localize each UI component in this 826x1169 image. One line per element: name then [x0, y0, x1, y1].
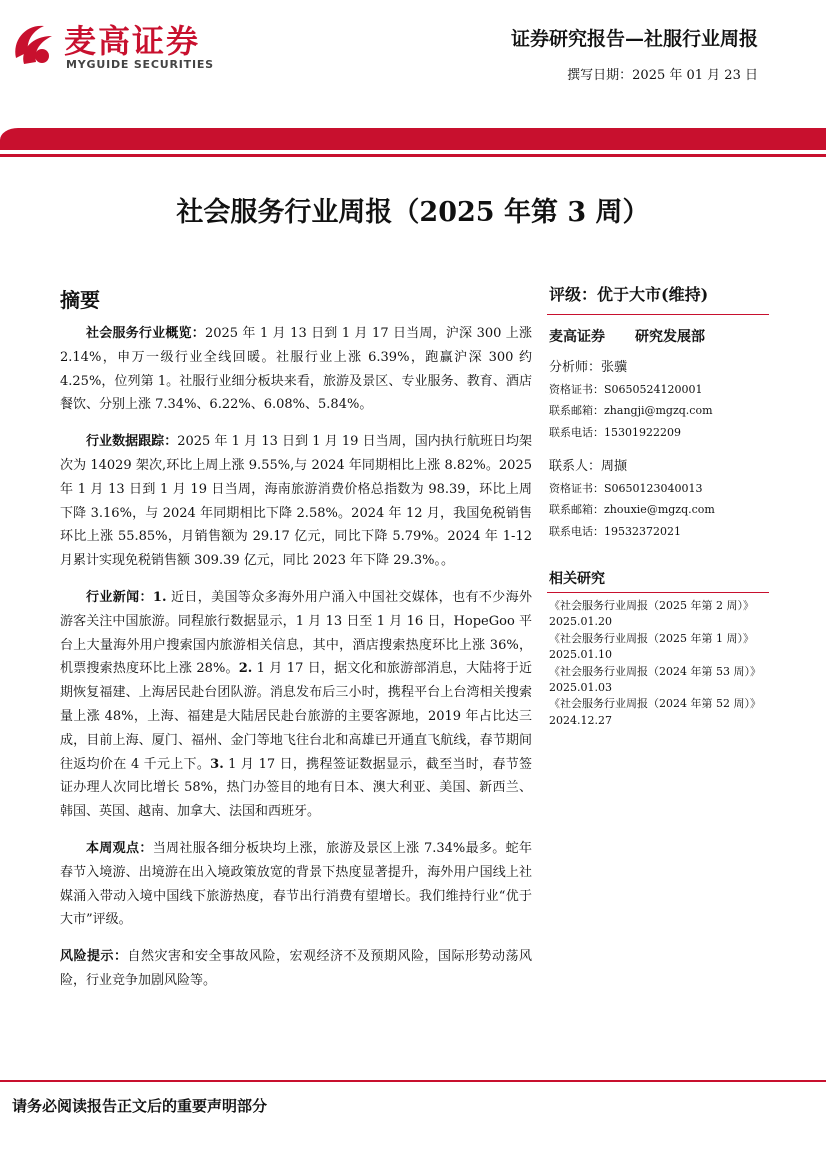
department [549, 326, 705, 346]
overview-paragraph [60, 322, 532, 417]
view-label: 本周观点： [86, 840, 153, 856]
news-paragraph [60, 586, 532, 824]
related-title[interactable]: 《社会服务行业周报（2024 年第 53 周）》 [549, 664, 761, 678]
analyst-email: 联系邮箱：zhangji@mgzq.com [549, 404, 713, 418]
dept-name: 研究发展部 [635, 329, 705, 345]
header-divider [0, 154, 826, 157]
related-title[interactable]: 《社会服务行业周报（2025 年第 1 周）》 [549, 631, 754, 645]
related-date: 2025.01.03 [549, 681, 612, 695]
related-date: 2024.12.27 [549, 713, 612, 727]
report-date: 撰写日期：2025 年 01 月 23 日 [567, 68, 758, 83]
liaison-contact [549, 456, 715, 542]
related-research-list [549, 598, 761, 729]
related-date: 2025.01.20 [549, 615, 612, 629]
page-title: 社会服务行业周报（2025 年第 3 周） [176, 197, 650, 228]
news-number-2: 2. [238, 661, 253, 677]
view-text: 当周社服各细分板块均上涨，旅游及景区上涨 7.34%最多。蛇年春节入境游、出境游在出入境政策放宽的背景下热度显著提升，海外用户国线上社媒涌入带动入境中国线下旅游热度，春节出行消费有望增长。我们维持行业“优于大市”评级。 [60, 840, 532, 928]
liaison-email: 联系邮箱：zhouxie@mgzq.com [549, 503, 715, 517]
liaison-cert: 资格证书：S0650123040013 [549, 481, 703, 495]
risk-paragraph [60, 945, 532, 993]
company-logo-icon [8, 18, 60, 70]
related-research-heading: 相关研究 [549, 571, 605, 587]
analyst-phone: 联系电话：15301922209 [549, 425, 681, 439]
dept-company: 麦高证券 [549, 329, 605, 345]
data-text: 2025 年 1 月 13 日到 1 月 19 日当周，国内执行航班日均架次为 14029 架次,环比上周上涨 9.55%,与 2024 年同期相比上涨 8.82%。2025 年 1 月 13 日到 1 月 19 日当周，海南旅游消费价格总指数为 98.39，环比上周下降 3.16%，与 2024 年同期相比下降 2.58%。2024 年 12 月，我国免税销售环比上涨 55.85%，月销售额为 29.17 亿元，同比下降 5.79%。2024 年 1-12 月累计实现免税销售额 309.39 亿元，同比 2023 年下降 29.3%。。 [60, 434, 532, 569]
overview-text: 2025 年 1 月 13 日到 1 月 17 日当周，沪深 300 上涨 2.14%，申万一级行业全线回暖。社服行业上涨 6.39%，跑赢沪深 300 约 4.25%，位列第 1。社服行业细分板块来看，旅游及景区、专业服务、教育、酒店餐饮、分别上涨 7.34%、6.22%、6.08%、5.84%。 [60, 326, 532, 413]
summary-body [60, 322, 532, 1006]
liaison-phone: 联系电话：19532372021 [549, 524, 681, 538]
related-date: 2025.01.10 [549, 648, 612, 662]
data-paragraph [60, 430, 532, 573]
overview-label: 社会服务行业概览： [86, 326, 205, 341]
related-title[interactable]: 《社会服务行业周报（2025 年第 2 周）》 [549, 599, 754, 612]
news-text-2: 1 月 17 日，据文化和旅游部消息，大陆将于近期恢复福建、上海居民赴台团队游。消息发布后三小时，携程平台上台湾相关搜索量上涨 48%，上海、福建是大陆居民赴台旅游的主要客源地，2019 年占比达三成，目前上海、厦门、福州、金门等地飞往台北和高雄已开通直飞航线，春节期间往返均价在 4 千元上下。 [60, 661, 533, 772]
rating-divider [547, 314, 769, 315]
related-divider [547, 592, 769, 593]
footer-divider [0, 1080, 826, 1082]
report-type: 证券研究报告—社服行业周报 [510, 28, 758, 50]
news-number-1: 1. [152, 589, 167, 605]
header-band [0, 128, 826, 150]
news-label: 行业新闻： [86, 589, 153, 605]
related-title[interactable]: 《社会服务行业周报（2024 年第 52 周）》 [549, 697, 761, 711]
risk-label: 风险提示： [60, 949, 128, 965]
analyst-name: 分析师：张骥 [549, 360, 628, 375]
summary-heading: 摘要 [60, 288, 100, 312]
analyst-contact [549, 357, 713, 443]
logo-en-text: MYGUIDE SECURITIES [66, 58, 214, 71]
analyst-cert: 资格证书：S0650524120001 [549, 382, 703, 396]
news-number-3: 3. [210, 756, 224, 772]
view-paragraph [60, 837, 532, 932]
rating: 评级：优于大市(维持) [549, 285, 709, 304]
data-label: 行业数据跟踪： [86, 434, 178, 450]
logo-cn-text: 麦高证券 [64, 22, 201, 60]
risk-text: 自然灾害和安全事故风险，宏观经济不及预期风险，国际形势动荡风险，行业竞争加剧风险等。 [60, 949, 532, 988]
liaison-name: 联系人：周撷 [549, 459, 628, 474]
footer-disclaimer: 请务必阅读报告正文后的重要声明部分 [12, 1097, 268, 1115]
news-text-3: 1 月 17 日，携程签证数据显示，截至当时，春节签证办理人次同比增长 58%，热门办签目的地有日本、澳大利亚、美国、新西兰、韩国、英国、越南、加拿大、法国和西班牙。 [60, 756, 532, 820]
news-text-1: 近日，美国等众多海外用户涌入中国社交媒体，也有不少海外游客关注中国旅游。同程旅行数据显示，1 月 13 日至 1 月 16 日，HopeGoo 平台上大量海外用户搜索国内旅游相关信息，其中，酒店搜索热度环比上涨 36%，机票搜索热度环比上涨 28%。 [60, 589, 532, 677]
